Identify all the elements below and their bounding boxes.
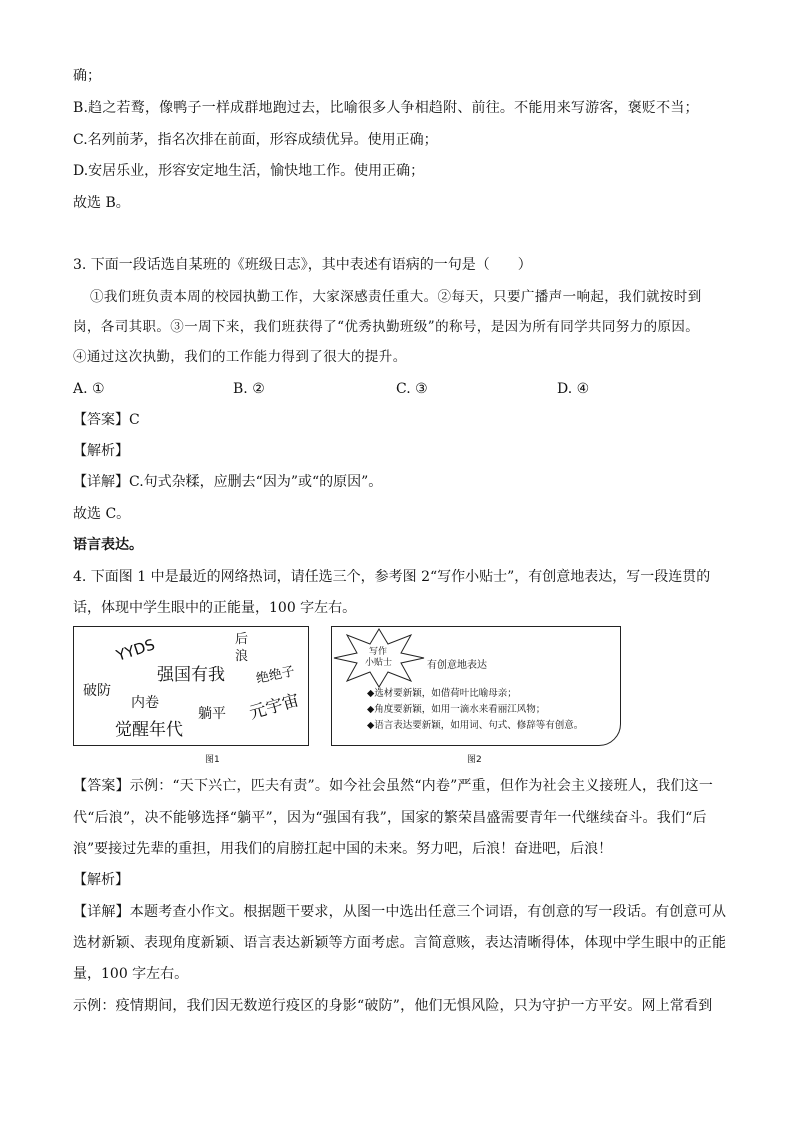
hot-word: 浪 xyxy=(235,649,249,664)
hot-word: YYDS xyxy=(114,635,158,665)
question-3-stem: 3. 下面一段话选自某班的《班级日志》，其中表述有语病的一句是（ ） xyxy=(73,257,532,273)
option-d: D. ④ xyxy=(557,381,590,397)
tip-item: ◆角度要新颖，如用一滴水来看丽江风物； xyxy=(367,704,546,715)
star-label: 小贴士 xyxy=(365,658,393,668)
analysis-label: 【解析】 xyxy=(73,443,129,459)
choice-line: 故选 C。 xyxy=(73,506,131,522)
option-c: C. ③ xyxy=(396,381,428,397)
detail-text: 选材新颖、表现角度新颖、语言表达新颖等方面考虑。言简意赅，表达清晰得体，体现中学生眼中的正能 xyxy=(73,935,727,951)
hot-word: 躺平 xyxy=(198,706,226,722)
hot-word: 元宇宙 xyxy=(247,690,302,724)
analysis-label: 【解析】 xyxy=(73,872,129,888)
option-d-explanation: D.安居乐业，形容安定地生活，愉快地工作。使用正确； xyxy=(73,163,425,179)
tip-item: ◆语言表达要新颖，如用词、句式、修辞等有创意。 xyxy=(367,720,584,731)
passage-line: ④通过这次执勤，我们的工作能力得到了很大的提升。 xyxy=(73,349,407,365)
hot-word: 觉醒年代 xyxy=(115,720,183,740)
detail-text: 量，100 字左右。 xyxy=(73,966,189,982)
hot-word: 后 xyxy=(235,632,249,647)
hot-word: 破防 xyxy=(83,683,111,699)
choice-line: 故选 B。 xyxy=(73,195,130,211)
option-b: B. ② xyxy=(233,381,265,397)
passage-line: 岗，各司其职。③一周下来，我们班获得了“优秀执勤班级”的称号，是因为所有同学共同努力的原因。 xyxy=(73,319,700,335)
detail-text: 【详解】本题考查小作文。根据题干要求，从图一中选出任意三个词语，有创意的写一段话。有创意可从 xyxy=(73,904,727,920)
section-title: 语言表达。 xyxy=(73,537,143,553)
answer-label: 【答案】C xyxy=(73,412,140,428)
hot-word: 强国有我 xyxy=(157,665,225,685)
hot-word: 绝绝子 xyxy=(254,664,297,687)
figure-2-writing-tips xyxy=(331,626,621,746)
tip-item: ◆选材要新颖，如借荷叶比喻母亲； xyxy=(367,688,517,699)
figure-2-caption: 图2 xyxy=(467,755,482,765)
answer-text: 浪”要接过先辈的重担，用我们的肩膀扛起中国的未来。努力吧，后浪！奋进吧，后浪！ xyxy=(73,841,613,857)
option-b-explanation: B.趋之若鹜，像鸭子一样成群地跑过去，比喻很多人争相趋附、前往。不能用来写游客，褒贬不当； xyxy=(73,100,699,116)
figure-1-word-cloud xyxy=(73,626,309,746)
detail-text: 【详解】C.句式杂糅，应删去“因为”或“的原因”。 xyxy=(73,474,383,490)
question-4-stem: 话，体现中学生眼中的正能量，100 字左右。 xyxy=(73,600,357,616)
text-line: 确； xyxy=(73,68,101,84)
star-label: 写作 xyxy=(369,647,388,657)
question-4-stem: 4. 下面图 1 中是最近的网络热词，请任选三个，参考图 2“写作小贴士”，有创意地表达，写一段连贯的 xyxy=(73,569,711,585)
option-a: A. ① xyxy=(73,381,105,397)
hot-word: 内卷 xyxy=(131,695,159,711)
option-c-explanation: C.名列前茅，指名次排在前面，形容成绩优异。使用正确； xyxy=(73,132,438,148)
passage-line: ①我们班负责本周的校园执勤工作，大家深感责任重大。②每天，只要广播声一响起，我们就按时到 xyxy=(90,289,702,305)
answer-text: 【答案】示例：“天下兴亡，匹夫有责”。如今社会虽然“内卷”严重，但作为社会主义接班人，我们这一 xyxy=(73,778,714,794)
example-text: 示例：疫情期间，我们因无数逆行疫区的身影“破防”，他们无惧风险，只为守护一方平安。网上常看到 xyxy=(73,998,713,1014)
answer-text: 代“后浪”，决不能够选择“躺平”，因为“强国有我”，国家的繁荣昌盛需要青年一代继续奋斗。我们“后 xyxy=(73,810,707,826)
tips-heading: 有创意地表达 xyxy=(427,660,487,671)
figure-1-caption: 图1 xyxy=(205,755,220,765)
